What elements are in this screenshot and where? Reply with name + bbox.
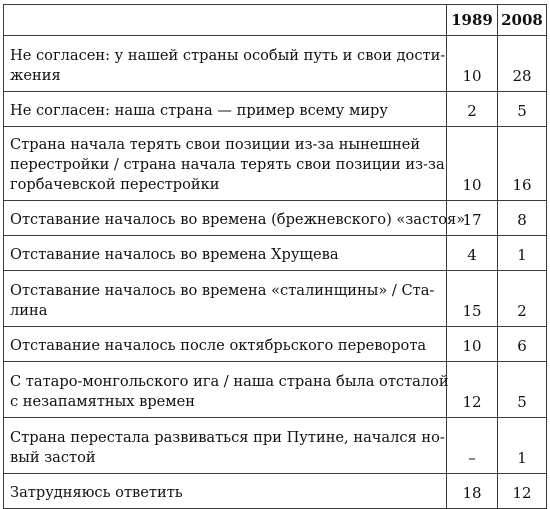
row-label-line: Страна перестала развиваться при Путине, начался но-: [10, 429, 445, 446]
row-label: [4, 236, 447, 271]
row-label-line: Отставание началось во времена (брежневского) «застоя»: [10, 211, 466, 228]
table-row: [4, 236, 547, 271]
row-label-line: жения: [10, 67, 61, 84]
row-label-line: Затрудняюсь ответить: [10, 484, 183, 501]
value-1989: 12: [447, 362, 498, 418]
table-row: [4, 327, 547, 362]
value-1989: 10: [447, 327, 498, 362]
header-year-2008: 2008: [498, 5, 547, 36]
row-label-line: вый застой: [10, 449, 96, 466]
row-label: [4, 362, 447, 418]
row-label-line: горбачевской перестройки: [10, 176, 220, 193]
row-label: [4, 418, 447, 474]
table-row: [4, 362, 547, 418]
row-label-line: С татаро-монгольского ига / наша страна была отсталой: [10, 373, 449, 390]
header-year-1989: 1989: [447, 5, 498, 36]
row-label-line: с незапамятных времен: [10, 393, 196, 410]
value-2008: 28: [498, 36, 547, 92]
value-2008: 1: [498, 418, 547, 474]
value-1989: 17: [447, 201, 498, 236]
value-1989: –: [447, 418, 498, 474]
header-label: [4, 5, 447, 36]
survey-table: [3, 4, 547, 509]
value-1989: 10: [447, 36, 498, 92]
value-2008: 5: [498, 92, 547, 127]
value-2008: 16: [498, 127, 547, 201]
table-row: [4, 36, 547, 92]
table-row: [4, 127, 547, 201]
value-2008: 12: [498, 474, 547, 509]
table-row: [4, 474, 547, 509]
row-label: [4, 92, 447, 127]
value-1989: 18: [447, 474, 498, 509]
row-label: [4, 36, 447, 92]
row-label-line: Не согласен: у нашей страны особый путь и свои дости-: [10, 47, 446, 64]
row-label: [4, 127, 447, 201]
header-row: [4, 5, 547, 36]
row-label-line: Не согласен: наша страна — пример всему миру: [10, 102, 388, 119]
table-row: [4, 92, 547, 127]
value-1989: 4: [447, 236, 498, 271]
value-1989: 10: [447, 127, 498, 201]
value-2008: 8: [498, 201, 547, 236]
row-label-line: Страна начала терять свои позиции из-за нынешней: [10, 136, 421, 153]
value-1989: 2: [447, 92, 498, 127]
row-label: [4, 271, 447, 327]
value-1989: 15: [447, 271, 498, 327]
row-label: [4, 201, 466, 236]
value-2008: 6: [498, 327, 547, 362]
value-2008: 1: [498, 236, 547, 271]
row-label-line: лина: [10, 302, 48, 319]
row-label-line: Отставание началось во времена Хрущева: [10, 246, 339, 263]
row-label-line: Отставание началось после октябрьского переворота: [10, 337, 427, 354]
row-label: [4, 327, 447, 362]
value-2008: 5: [498, 362, 547, 418]
value-2008: 2: [498, 271, 547, 327]
row-label: [4, 474, 447, 509]
table-row: [4, 201, 547, 236]
table-row: [4, 418, 547, 474]
row-label-line: Отставание началось во времена «сталинщины» / Ста-: [10, 282, 435, 299]
row-label-line: перестройки / страна начала терять свои позиции из-за: [10, 156, 445, 173]
table-row: [4, 271, 547, 327]
